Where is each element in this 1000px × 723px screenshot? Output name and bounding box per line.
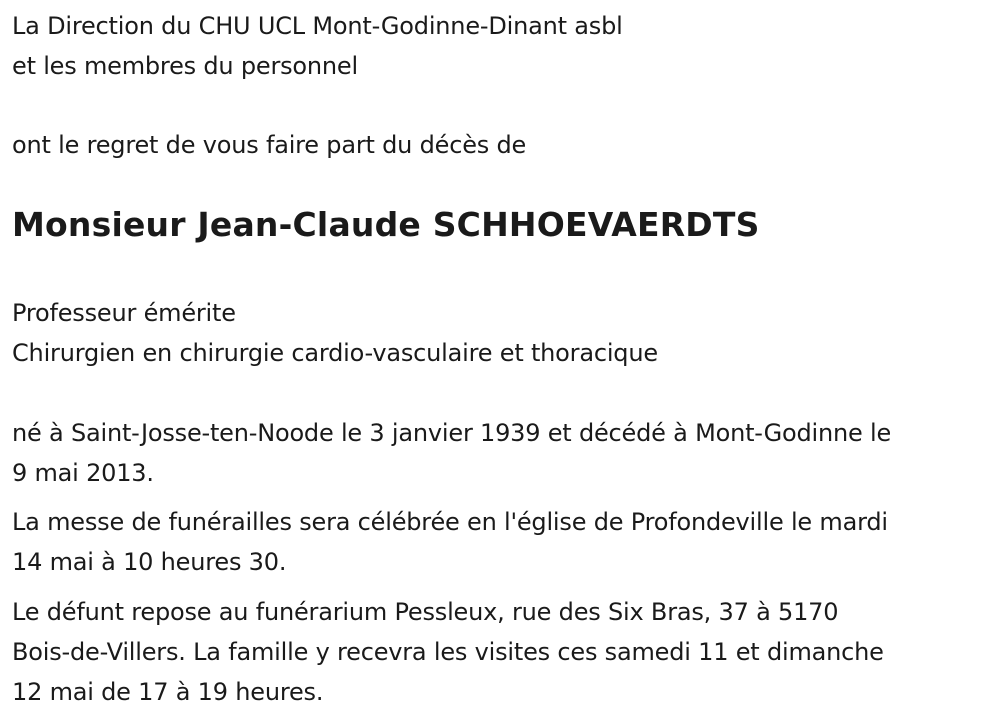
- funeral-line-2: 14 mai à 10 heures 30.: [12, 548, 287, 576]
- visitation-line-1: Le défunt repose au funérarium Pessleux, rue des Six Bras, 37 à 5170: [12, 598, 839, 626]
- announcement-text: ont le regret de vous faire part du décès de: [12, 131, 527, 159]
- birth-death-line-2: 9 mai 2013.: [12, 459, 154, 487]
- visitation-line-3: 12 mai de 17 à 19 heures.: [12, 678, 324, 706]
- funeral-line-1: La messe de funérailles sera célébrée en l'église de Profondeville le mardi: [12, 508, 888, 536]
- birth-death-line-1: né à Saint-Josse-ten-Noode le 3 janvier 1939 et décédé à Mont-Godinne le: [12, 419, 892, 447]
- header-line-2: et les membres du personnel: [12, 52, 358, 80]
- visitation-line-2: Bois-de-Villers. La famille y recevra les visites ces samedi 11 et dimanche: [12, 638, 884, 666]
- deceased-title-1: Professeur émérite: [12, 299, 236, 327]
- deceased-name: Monsieur Jean-Claude SCHHOEVAERDTS: [12, 205, 760, 244]
- deceased-title-2: Chirurgien en chirurgie cardio-vasculaire et thoracique: [12, 339, 658, 367]
- header-line-1: La Direction du CHU UCL Mont-Godinne-Dinant asbl: [12, 12, 623, 40]
